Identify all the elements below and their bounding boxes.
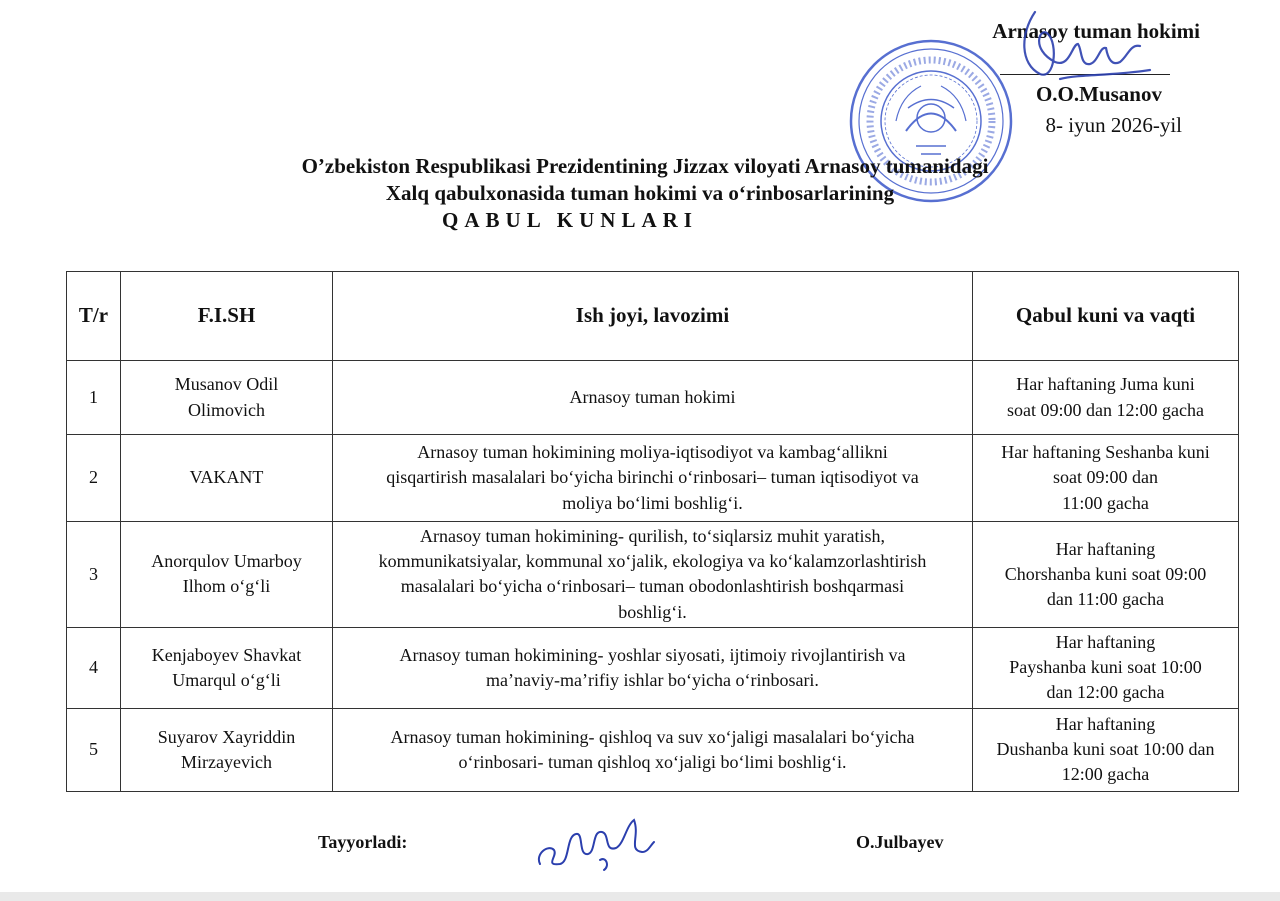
preparer-signature-icon [530, 806, 660, 876]
row-schedule [973, 627, 1239, 708]
row-name [121, 435, 333, 522]
position-line: o‘rinbosari- tuman qishloq xo‘jaligi bo‘limi boshlig‘i. [458, 751, 847, 772]
header-name: F.I.SH [121, 272, 333, 361]
head-signature-icon [1000, 4, 1160, 94]
row-name [121, 361, 333, 435]
table-row [67, 361, 1239, 435]
row-number: 3 [67, 522, 121, 628]
schedule-line: Har haftaning [1055, 631, 1156, 652]
row-position [333, 708, 973, 791]
prepared-by-label: Tayyorladi: [318, 832, 408, 852]
name-line: Anorqulov Umarboy [151, 551, 302, 572]
row-name [121, 522, 333, 628]
table-row [67, 708, 1239, 791]
position-line: kommunikatsiyalar, kommunal xo‘jalik, ekologiya va ko‘kalamzorlashtirish [378, 551, 927, 572]
table-row [67, 627, 1239, 708]
position-line: boshlig‘i. [618, 601, 687, 622]
name-line: Ilhom o‘g‘li [182, 576, 271, 597]
table-row [67, 522, 1239, 628]
schedule-line: Payshanba kuni soat 10:00 [1009, 657, 1202, 678]
position-line: moliya bo‘limi boshlig‘i. [562, 492, 743, 513]
schedule-line: Chorshanba kuni soat 09:00 [1004, 563, 1207, 584]
row-name [121, 708, 333, 791]
approval-date: 8- iyun 2026-yil [1045, 112, 1182, 137]
schedule-line: soat 09:00 dan 12:00 gacha [1007, 399, 1204, 420]
name-line: Mirzayevich [181, 751, 272, 772]
header-position: Ish joyi, lavozimi [333, 272, 973, 361]
position-line: Arnasoy tuman hokimining- qishloq va suv xo‘jaligi masalalari bo‘yicha [390, 726, 915, 747]
name-line: Kenjaboyev Shavkat [151, 644, 302, 665]
heading-line-2: Xalq qabulxonasida tuman hokimi va o‘rinbosarlarining [385, 180, 895, 205]
row-name [121, 627, 333, 708]
schedule-line: dan 12:00 gacha [1046, 682, 1165, 703]
schedule-line: Dushanba kuni soat 10:00 dan [996, 739, 1215, 760]
position-line: Arnasoy tuman hokimining- yoshlar siyosati, ijtimoiy rivojlantirish va [399, 644, 906, 665]
row-position [333, 522, 973, 628]
position-line: masalalari bo‘yicha o‘rinbosari– tuman obodonlashtirish boshqarmasi [400, 576, 905, 597]
position-line: qisqartirish masalalari bo‘yicha birinchi o‘rinbosari– tuman iqtisodiyot va [386, 467, 919, 488]
row-number: 5 [67, 708, 121, 791]
position-line: Arnasoy tuman hokimining moliya-iqtisodiyot va kambag‘allikni [417, 442, 888, 463]
name-line: VAKANT [189, 467, 264, 488]
position-line: Arnasoy tuman hokimining- qurilish, to‘siqlarsiz muhit yaratish, [420, 526, 885, 546]
table-row [67, 435, 1239, 522]
row-number: 2 [67, 435, 121, 522]
row-position [333, 627, 973, 708]
schedule-line: 12:00 gacha [1061, 764, 1150, 785]
schedule-line: Har haftaning Juma kuni [1016, 374, 1195, 395]
schedule-line: Har haftaning Seshanba kuni [1001, 442, 1210, 463]
heading-line-3: QABUL KUNLARI [442, 207, 698, 232]
row-position [333, 361, 973, 435]
name-line: Musanov Odil [174, 374, 279, 395]
row-number: 1 [67, 361, 121, 435]
schedule-line: 11:00 gacha [1062, 492, 1149, 513]
heading-line-1: O’zbekiston Respublikasi Prezidentining Jizzax viloyati Arnasoy tumanidagi [301, 154, 989, 178]
row-schedule [973, 361, 1239, 435]
position-line: Arnasoy tuman hokimi [569, 386, 736, 407]
approval-name: O.O.Musanov [1035, 82, 1162, 107]
name-line: Olimovich [188, 399, 265, 420]
header-number: T/r [67, 272, 121, 361]
page-bottom-edge [0, 892, 1280, 901]
schedule-line: Har haftaning [1055, 538, 1156, 559]
table-header-row [67, 272, 1239, 361]
schedule-line: Har haftaning [1055, 713, 1156, 734]
preparer-name: O.Julbayev [856, 832, 944, 852]
approval-title: Arnasoy tuman hokimi [992, 19, 1200, 43]
name-line: Suyarov Xayriddin [157, 726, 296, 747]
reception-schedule-table [66, 271, 1239, 792]
header-schedule: Qabul kuni va vaqti [973, 272, 1239, 361]
document-heading [0, 153, 1280, 234]
schedule-line: soat 09:00 dan [1053, 467, 1158, 488]
row-schedule [973, 435, 1239, 522]
schedule-line: dan 11:00 gacha [1046, 588, 1165, 609]
row-schedule [973, 522, 1239, 628]
row-position [333, 435, 973, 522]
name-line: Umarqul o‘g‘li [172, 669, 281, 690]
position-line: ma’naviy-ma’rifiy ishlar bo‘yicha o‘rinbosari. [486, 669, 819, 690]
row-schedule [973, 708, 1239, 791]
row-number: 4 [67, 627, 121, 708]
